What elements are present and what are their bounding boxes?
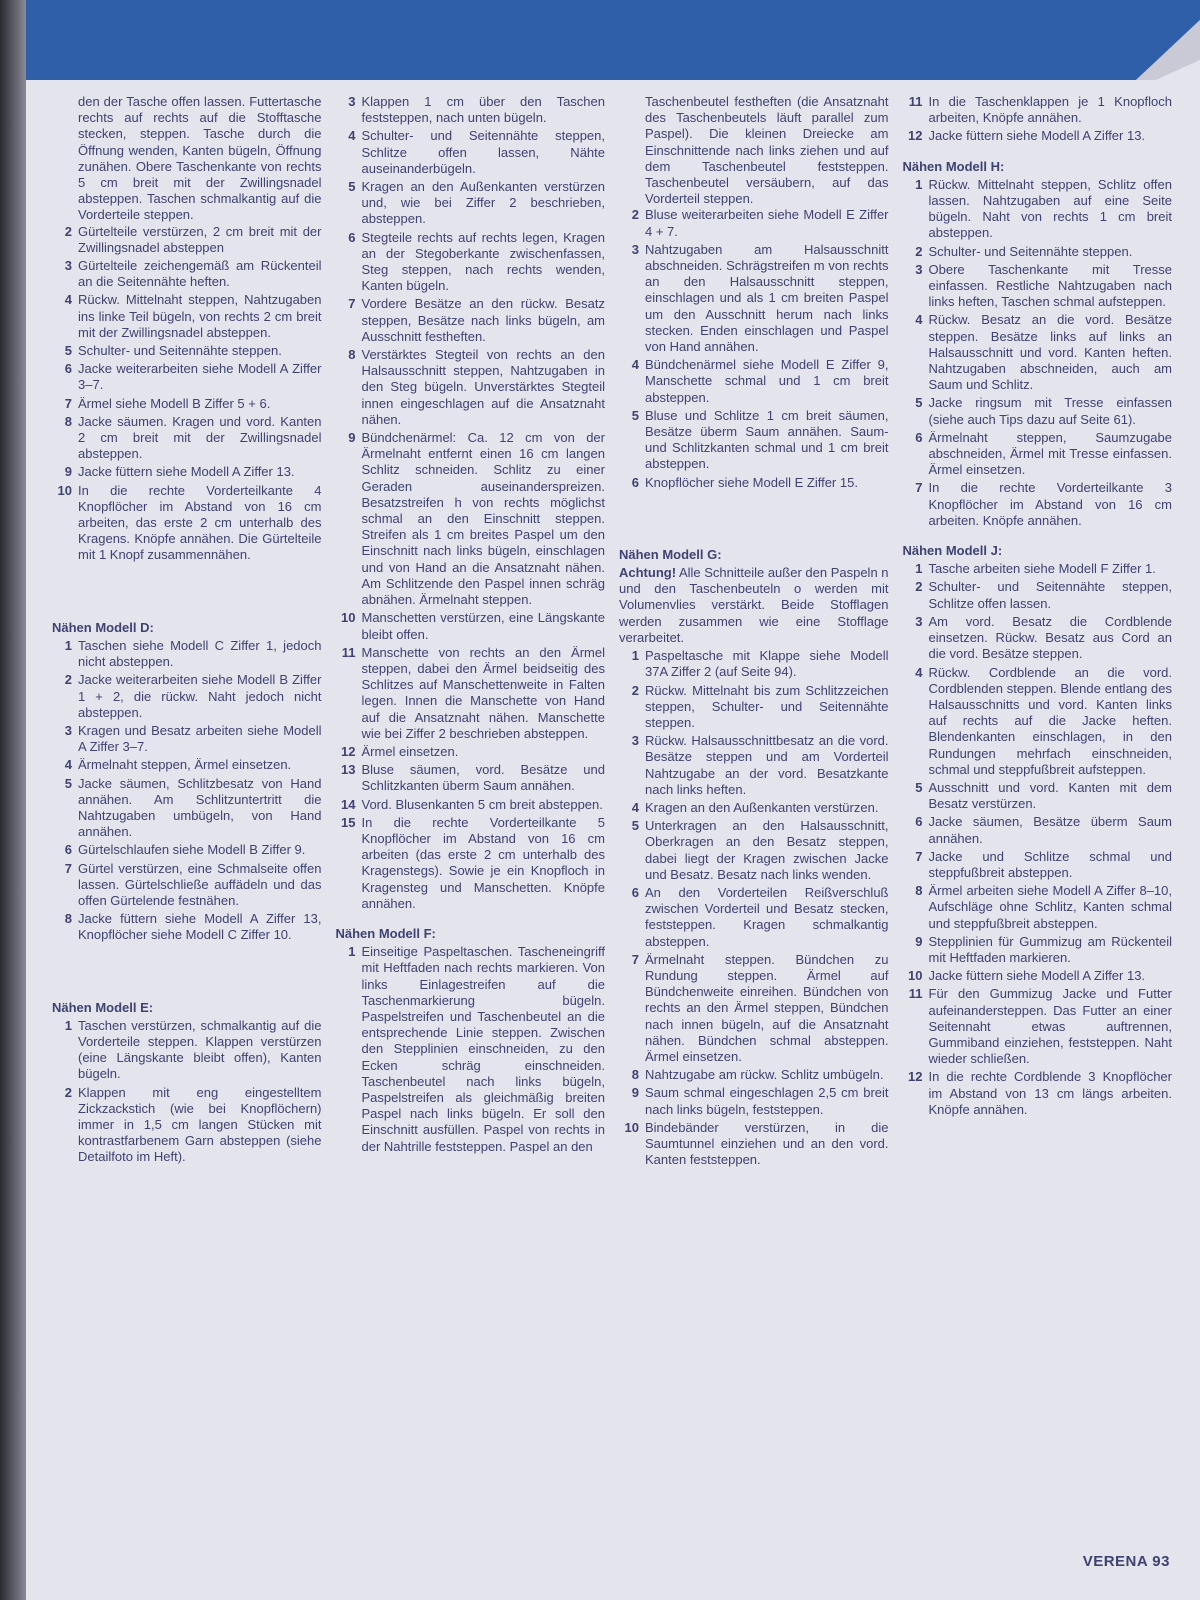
step-text: Schulter- und Seitennähte steppen. — [928, 243, 1133, 259]
step-number: 7 — [631, 951, 639, 967]
step-item — [619, 683, 889, 732]
step-item — [52, 361, 322, 393]
step-list — [903, 94, 1173, 145]
step-number: 6 — [64, 842, 72, 858]
step-number: 5 — [915, 395, 923, 411]
step-number: 2 — [631, 682, 639, 698]
step-text: Knopflöcher siehe Modell E Ziffer 15. — [645, 474, 858, 490]
step-item — [903, 430, 1173, 479]
step-item — [336, 797, 606, 813]
step-item — [336, 762, 606, 794]
step-item — [619, 818, 889, 883]
step-item — [52, 483, 322, 564]
step-text: Jacke säumen, Schlitzbesatz von Hand annähen. Am Schlitzuntertritt die Nahtzugaben umbügeln, von Hand annähen. — [78, 775, 322, 840]
step-number: 12 — [908, 1069, 923, 1085]
step-text: Saum schmal eingeschlagen 2,5 cm breit nach links bügeln, feststeppen. — [645, 1085, 889, 1117]
step-item — [52, 464, 322, 480]
step-text: Jacke und Schlitze schmal und steppfußbreit absteppen. — [928, 848, 1172, 880]
step-item — [52, 638, 322, 670]
section-heading-model-g: Nähen Modell G: — [619, 546, 722, 562]
step-text: Jacke säumen, Besätze überm Saum annähen. — [928, 814, 1172, 846]
step-number: 2 — [915, 579, 923, 595]
step-item — [52, 842, 322, 858]
step-item — [336, 94, 606, 126]
step-text: Bluse und Schlitze 1 cm breit säumen, Besätze überm Saum annähen. Saum- und Schlitzkanten schmal und 1 cm breit absteppen. — [645, 407, 889, 472]
step-item — [52, 258, 322, 290]
step-number: 3 — [64, 258, 72, 274]
step-number: 8 — [64, 413, 72, 429]
step-number: 7 — [915, 480, 923, 496]
step-text: Manschetten verstürzen, eine Längskante bleibt offen. — [361, 610, 605, 642]
step-number: 6 — [915, 814, 923, 830]
step-text: An den Vorderteilen Reißverschluß zwischen Vorderteil und Besatz stecken, feststeppen. Kragen schmalkantig absteppen. — [645, 884, 889, 949]
step-text: Ärmelnaht steppen, Saumzugabe abschneiden, Ärmel mit Tresse einfassen. Ärmel einsetzen. — [928, 429, 1172, 478]
step-text: Jacke füttern siehe Modell A Ziffer 13, Knopflöcher siehe Modell C Ziffer 10. — [78, 911, 322, 943]
column-2 — [336, 94, 606, 1534]
step-text: Ärmel arbeiten siehe Modell A Ziffer 8–10, Aufschläge ohne Schlitz, Kanten schmal und steppfußbreit absteppen. — [928, 883, 1172, 931]
section-heading-model-f: Nähen Modell F: — [335, 925, 436, 941]
step-number: 1 — [915, 176, 923, 192]
step-text: Ärmel siehe Modell B Ziffer 5 + 6. — [78, 395, 271, 411]
step-item — [336, 230, 606, 295]
step-text: Rückw. Mittelnaht bis zum Schlitzzeichen steppen, Schulter- und Seitennähte steppen. — [645, 682, 889, 730]
step-item — [619, 733, 889, 798]
step-item — [903, 561, 1173, 577]
column-1 — [52, 94, 322, 1534]
step-item — [903, 395, 1173, 427]
step-number: 8 — [915, 883, 923, 899]
text-columns — [52, 94, 1172, 1534]
step-number: 2 — [64, 223, 72, 239]
step-item — [336, 430, 606, 608]
step-number: 7 — [915, 848, 923, 864]
step-number: 5 — [631, 407, 639, 423]
column-3 — [619, 94, 889, 1534]
step-item — [619, 885, 889, 950]
step-number: 5 — [631, 818, 639, 834]
step-text: Stepplinien für Gummizug am Rückenteil mit Heftfaden markieren. — [928, 933, 1172, 965]
model-g-intro — [619, 565, 889, 646]
step-item — [619, 408, 889, 473]
step-text: Unterkragen an den Halsausschnitt, Oberkragen an den Besatz steppen, dabei liegt der Kragen zwischen Jacke und Besatz. Besatz nach links wenden. — [645, 818, 889, 882]
step-number: 8 — [64, 911, 72, 927]
step-text: Verstärktes Stegteil von rechts an den Halsausschnitt steppen, Nahtzugaben in den Steg bügeln. Unverstärktes Stegteil innen eingeschlagen auf die Ansatznaht nähen. — [361, 347, 605, 427]
step-number: 3 — [348, 94, 356, 109]
step-item — [336, 296, 606, 345]
section-heading-model-j: Nähen Modell J: — [902, 543, 1003, 559]
step-list-model-g — [619, 648, 889, 1168]
step-number: 9 — [348, 430, 356, 446]
step-text: Klappen mit eng eingestelltem Zickzackstich (wie bei Knopflöchern) immer in 1,5 cm langen Stücken mit kontrastfarbenem Garn absteppen (siehe Detailfoto im Heft). — [78, 1084, 322, 1165]
step-item — [903, 128, 1173, 144]
step-text: Vord. Blusenkanten 5 cm breit absteppen. — [361, 796, 603, 812]
step-text: Obere Taschenkante mit Tresse einfassen. Restliche Nahtzugaben nach links heften, Taschen schmal aufsteppen. — [928, 261, 1172, 310]
step-number: 4 — [915, 312, 923, 328]
step-number: 5 — [64, 775, 72, 791]
step-number: 14 — [341, 796, 356, 812]
step-item — [52, 672, 322, 721]
step-text: Gürtelschlaufen siehe Modell B Ziffer 9. — [78, 842, 306, 858]
continued-text: Taschenbeutel festheften (die Ansatznaht des Taschenbeutels läuft parallel zum Paspel). Die kleinen Dreiecke am Einschnittende nach links ziehen und auf dem Taschenbeutel feststeppen. Taschenbeutel versäubern, auf das Vorderteil steppen. — [645, 94, 889, 207]
step-item — [336, 645, 606, 742]
step-text: In die rechte Vorderteilkante 3 Knopflöcher im Abstand von 16 cm arbeiten. Knöpfe annähen. — [928, 480, 1172, 528]
section-heading-model-h: Nähen Modell H: — [902, 158, 1005, 174]
step-number: 1 — [64, 637, 72, 653]
step-number: 6 — [64, 361, 72, 377]
header-color-band — [26, 0, 1200, 80]
step-text: In die Taschenklappen je 1 Knopfloch arbeiten, Knöpfe annähen. — [928, 94, 1172, 126]
step-list-model-j — [903, 561, 1173, 1118]
step-number: 2 — [631, 207, 639, 223]
step-number: 11 — [908, 94, 923, 109]
step-text: Kragen an den Außenkanten verstürzen und, wie bei Ziffer 2 beschrieben, absteppen. — [361, 179, 605, 227]
step-item — [903, 244, 1173, 260]
step-text: Nahtzugaben am Halsausschnitt abschneiden. Schrägstreifen m von rechts an den Halsausschnitt steppen, einschlagen und als 1 cm breiten Paspel um den Ausschnitt herum nach links stecken. Enden einschlagen und Paspel von Hand annähen. — [645, 241, 889, 355]
step-text: Bindebänder verstürzen, in die Saumtunnel einziehen und an den vord. Kanten feststeppen. — [645, 1119, 889, 1168]
step-item — [619, 475, 889, 491]
continued-text: den der Tasche offen lassen. Futtertasche rechts auf rechts auf die Stofftasche stecken, steppen. Tasche durch die Öffnung wenden, Kanten bügeln, Öffnung zunähen. Obere Taschenkante von rechts 5 cm breit mit der Zwillingsnadel absteppen. Taschen schmalkantig auf die Vorderteile steppen. — [78, 94, 322, 223]
step-item — [903, 986, 1173, 1067]
step-number: 10 — [57, 482, 72, 498]
step-number: 12 — [908, 128, 923, 144]
step-number: 4 — [915, 664, 923, 680]
step-item — [619, 357, 889, 406]
step-item — [903, 579, 1173, 611]
step-text: Jacke füttern siehe Modell A Ziffer 13. — [928, 968, 1146, 984]
step-list — [619, 207, 889, 490]
page-edge-shadow — [0, 0, 26, 1600]
step-text: In die rechte Cordblende 3 Knopflöcher im Abstand von 13 cm längs arbeiten. Knöpfe annähen. — [928, 1069, 1172, 1117]
step-item — [619, 207, 889, 239]
step-item — [52, 1018, 322, 1083]
step-text: Rückw. Mittelnaht steppen, Nahtzugaben ins linke Teil bügeln, von rechts 2 cm breit mit der Zwillingsnadel absteppen. — [78, 292, 322, 340]
step-number: 5 — [915, 779, 923, 795]
step-item — [903, 665, 1173, 778]
step-number: 2 — [64, 672, 72, 688]
step-number: 8 — [348, 347, 356, 363]
step-text: Rückw. Mittelnaht steppen, Schlitz offen lassen. Nahtzugaben auf eine Seite bügeln. Naht von rechts 1 cm breit absteppen. — [928, 176, 1172, 241]
step-item — [903, 480, 1173, 529]
page-footer: VERENA 93 — [1082, 1553, 1170, 1570]
step-list — [336, 94, 606, 912]
step-item — [52, 723, 322, 755]
step-text: Schulter- und Seitennähte steppen. — [78, 343, 282, 359]
step-item — [903, 814, 1173, 846]
step-number: 3 — [631, 241, 639, 257]
step-item — [619, 242, 889, 355]
column-4 — [903, 94, 1173, 1534]
step-text: Paspeltasche mit Klappe siehe Modell 37A Ziffer 2 (auf Seite 94). — [645, 648, 889, 680]
step-text: Stegteile rechts auf rechts legen, Kragen an der Stegoberkante zwischenfassen, Steg steppen, nach rechts wenden, Kanten bügeln. — [361, 229, 605, 294]
step-item — [52, 292, 322, 341]
step-number: 1 — [348, 944, 356, 960]
step-number: 9 — [915, 933, 923, 949]
step-number: 9 — [64, 464, 72, 480]
step-text: Taschen verstürzen, schmalkantig auf die Vorderteile steppen. Klappen verstürzen (eine Längskante bleibt offen), Kanten bügeln. — [78, 1017, 322, 1082]
step-text: Kragen an den Außenkanten verstürzen. — [645, 799, 879, 815]
step-item — [52, 861, 322, 910]
step-number: 10 — [341, 610, 356, 626]
step-number: 15 — [341, 814, 356, 830]
step-list — [52, 224, 322, 564]
section-heading-model-d: Nähen Modell D: — [52, 619, 154, 635]
step-item — [903, 614, 1173, 663]
step-number: 11 — [908, 986, 923, 1002]
step-number: 9 — [631, 1085, 639, 1101]
step-text: Ärmelnaht steppen. Bündchen zu Rundung steppen. Ärmel auf Bündchenweite einreihen. Bündchen von rechts an den Ärmel steppen, Bündchen nach innen bügeln, auf die Ansatznaht nähen. Bündchen schmal absteppen. Ärmel einsetzen. — [645, 951, 889, 1064]
magazine-page — [26, 0, 1200, 1600]
step-text: In die rechte Vorderteilkante 5 Knopflöcher im Abstand von 16 cm arbeiten (das erste 2 cm unterhalb des Kragenstegs). Sowie je ein Knopfloch in Kragensteg und Manschetten. Knöpfe annähen. — [361, 814, 605, 911]
step-number: 6 — [631, 474, 639, 490]
step-item — [619, 648, 889, 680]
step-number: 6 — [915, 429, 923, 445]
step-item — [336, 347, 606, 428]
step-number: 3 — [915, 613, 923, 629]
step-text: Am vord. Besatz die Cordblende einsetzen. Rückw. Besatz aus Cord an die vord. Besätze steppen. — [928, 613, 1172, 662]
step-text: Gürtelteile verstürzen, 2 cm breit mit der Zwillingsnadel absteppen — [78, 223, 322, 255]
step-item — [903, 934, 1173, 966]
step-item — [52, 343, 322, 359]
step-list-model-f — [336, 944, 606, 1155]
step-text: Rückw. Cordblende an die vord. Cordblenden steppen. Blende entlang des Halsausschnitts und vord. Kanten links auf rechts auf die Jacke heften. Blendenkanten einschlagen, in den Rundungen mehrfach einschneiden, schmal und steppfußbreit aufsteppen. — [928, 664, 1172, 777]
intro-warning: Achtung! — [619, 565, 677, 581]
step-number: 7 — [64, 860, 72, 876]
step-text: Jacke säumen. Kragen und vord. Kanten 2 cm breit mit der Zwillingsnadel absteppen. — [78, 413, 322, 462]
step-item — [52, 396, 322, 412]
step-item — [903, 849, 1173, 881]
step-text: Schulter- und Seitennähte steppen, Schlitze offen lassen, Nähte auseinanderbügeln. — [361, 128, 605, 176]
step-number: 10 — [908, 968, 923, 984]
step-number: 10 — [624, 1119, 639, 1135]
step-text: Bluse weiterarbeiten siehe Modell E Ziffer 4 + 7. — [645, 207, 889, 239]
step-text: Rückw. Besatz an die vord. Besätze steppen. Besätze links auf links an Halsausschnitt und vord. Kanten heften. Nahtzugaben abschneiden, auch am Saum und Schlitz. — [928, 312, 1172, 393]
step-text: Taschen siehe Modell C Ziffer 1, jedoch nicht absteppen. — [78, 637, 322, 670]
step-number: 1 — [64, 1017, 72, 1033]
step-text: Schulter- und Seitennähte steppen, Schlitze offen lassen. — [928, 579, 1172, 611]
step-number: 2 — [64, 1084, 72, 1100]
step-item — [903, 1069, 1173, 1118]
header-band-graphic — [26, 0, 1200, 80]
step-number: 4 — [631, 799, 639, 815]
step-number: 3 — [915, 261, 923, 277]
step-list-model-d — [52, 638, 322, 944]
step-number: 3 — [64, 722, 72, 738]
step-item — [52, 911, 322, 943]
step-number: 7 — [348, 296, 356, 312]
step-number: 1 — [631, 648, 639, 664]
step-item — [52, 776, 322, 841]
step-text: Jacke ringsum mit Tresse einfassen (siehe auch Tips dazu auf Seite 61). — [928, 395, 1172, 427]
step-number: 1 — [915, 561, 923, 577]
step-text: Bluse säumen, vord. Besätze und Schlitzkanten überm Saum annähen. — [361, 762, 605, 794]
step-item — [336, 610, 606, 642]
step-text: Bündchenärmel: Ca. 12 cm von der Ärmelnaht entfernt einen 16 cm langen Schlitz schneiden. Schlitz zu einer Geraden auseinanderspreizen. Besatzstreifen h von rechts möglichst schmal an den Einschnitt steppen. Streifen als 1 cm breites Paspel um den Einschnitt nach links bügeln, einschlagen und von Hand an die Ansatznaht nähen. Am Schlitzende den Paspel innen schräg abnähen. Ärmelnaht steppen. — [361, 430, 605, 608]
step-item — [52, 757, 322, 773]
step-text: Klappen 1 cm über den Taschen feststeppen, nach unten bügeln. — [361, 94, 605, 126]
section-heading-model-e: Nähen Modell E: — [52, 999, 154, 1015]
step-text: Gürtelteile zeichengemäß am Rückenteil an die Seitennähte heften. — [78, 258, 322, 290]
step-item — [52, 414, 322, 463]
step-text: Einseitige Paspeltaschen. Tascheneingriff mit Heftfaden nach rechts markieren. Von links Einlagestreifen auf die Taschenmarkierung bügeln. Paspelstreifen und Taschenbeutel an die entsprechende Linie steppen. Zwischen den Stepplinien einschneiden, zu den Ecken schräg einschneiden. Taschenbeutel nach links bügeln, Paspelstreifen als gleichmäßig breiten Paspel nach links bügeln. Er soll den Einschnitt ausfüllen. Paspel von rechts in der Nahtrille feststeppen. Paspel an den — [361, 944, 605, 1154]
intro-text: Alle Schnitteile außer den Paspeln n und den Taschenbeuteln o werden mit Volumenvlies verstärkt. Beide Stofflagen werden zusammen wie eine Stofflage verarbeitet. — [619, 565, 889, 645]
step-text: Manschette von rechts an den Ärmel steppen, dabei den Ärmel beidseitig des Schlitzes auf Manschettenweite in Falten legen. Innen die Manschette von Hand auf die Ansatznaht nähen. Manschette wie bei Ziffer 2 beschrieben absteppen. — [361, 644, 605, 741]
step-text: Ärmel einsetzen. — [361, 743, 459, 759]
step-item — [903, 780, 1173, 812]
step-item — [903, 883, 1173, 932]
step-item — [903, 312, 1173, 393]
step-item — [619, 1085, 889, 1117]
step-number: 3 — [631, 733, 639, 749]
step-text: Jacke füttern siehe Modell A Ziffer 13. — [928, 128, 1146, 144]
step-item — [619, 800, 889, 816]
step-number: 5 — [348, 179, 356, 195]
step-item — [619, 1067, 889, 1083]
step-number: 4 — [64, 757, 72, 773]
step-text: Kragen und Besatz arbeiten siehe Modell A Ziffer 3–7. — [78, 722, 322, 755]
step-text: Vordere Besätze an den rückw. Besatz steppen, Besätze nach links bügeln, am Ausschnitt festheften. — [361, 296, 605, 344]
step-item — [336, 744, 606, 760]
step-text: Ausschnitt und vord. Kanten mit dem Besatz verstürzen. — [928, 779, 1172, 812]
step-item — [52, 224, 322, 256]
step-number: 4 — [631, 357, 639, 373]
step-text: Jacke füttern siehe Modell A Ziffer 13. — [78, 464, 295, 480]
step-text: Nahtzugabe am rückw. Schlitz umbügeln. — [645, 1067, 884, 1083]
step-number: 2 — [915, 243, 923, 259]
step-text: Bündchenärmel siehe Modell E Ziffer 9, Manschette schmal und 1 cm breit absteppen. — [645, 357, 889, 405]
step-number: 6 — [348, 229, 356, 245]
step-text: Tasche arbeiten siehe Modell F Ziffer 1. — [928, 561, 1156, 577]
step-number: 13 — [341, 762, 356, 778]
step-number: 8 — [631, 1067, 639, 1083]
step-item — [903, 262, 1173, 311]
step-number: 7 — [64, 395, 72, 411]
step-item — [52, 1085, 322, 1166]
step-text: Gürtel verstürzen, eine Schmalseite offen lassen. Gürtelschließe auffädeln und das offen Gürtelende festnähen. — [78, 860, 322, 908]
step-list-model-e — [52, 1018, 322, 1166]
step-text: In die rechte Vorderteilkante 4 Knopflöcher im Abstand von 16 cm arbeiten, das erste 2 cm unterhalb des Kragens. Knöpfe annähen. Die Gürtelteile mit 1 Knopf zusammennähen. — [78, 482, 322, 563]
step-number: 5 — [64, 343, 72, 359]
step-text: Jacke weiterarbeiten siehe Modell A Ziffer 3–7. — [78, 361, 322, 393]
step-number: 6 — [631, 884, 639, 900]
step-item — [903, 177, 1173, 242]
step-number: 4 — [64, 292, 72, 308]
step-text: Rückw. Halsausschnittbesatz an die vord. Besätze steppen und am Vorderteil Nahtzugabe an der vord. Besatzkante nach links heften. — [645, 733, 889, 797]
step-item — [619, 952, 889, 1065]
step-text: Jacke weiterarbeiten siehe Modell B Ziffer 1 + 2, die rückw. Naht jedoch nicht absteppen. — [78, 672, 322, 720]
step-item — [336, 179, 606, 228]
step-item — [903, 94, 1173, 126]
step-text: Ärmelnaht steppen, Ärmel einsetzen. — [78, 757, 292, 773]
step-item — [903, 968, 1173, 984]
step-item — [619, 1120, 889, 1169]
step-number: 4 — [348, 128, 356, 144]
step-number: 12 — [341, 743, 356, 759]
step-item — [336, 128, 606, 177]
step-text: Für den Gummizug Jacke und Futter aufeinandersteppen. Das Futter an einer Seitennaht etwas auftrennen, Gummiband einziehen, feststeppen. Naht wieder schließen. — [928, 986, 1172, 1067]
step-item — [336, 815, 606, 912]
step-list-model-h — [903, 177, 1173, 529]
step-item — [336, 944, 606, 1155]
step-number: 11 — [341, 644, 356, 660]
